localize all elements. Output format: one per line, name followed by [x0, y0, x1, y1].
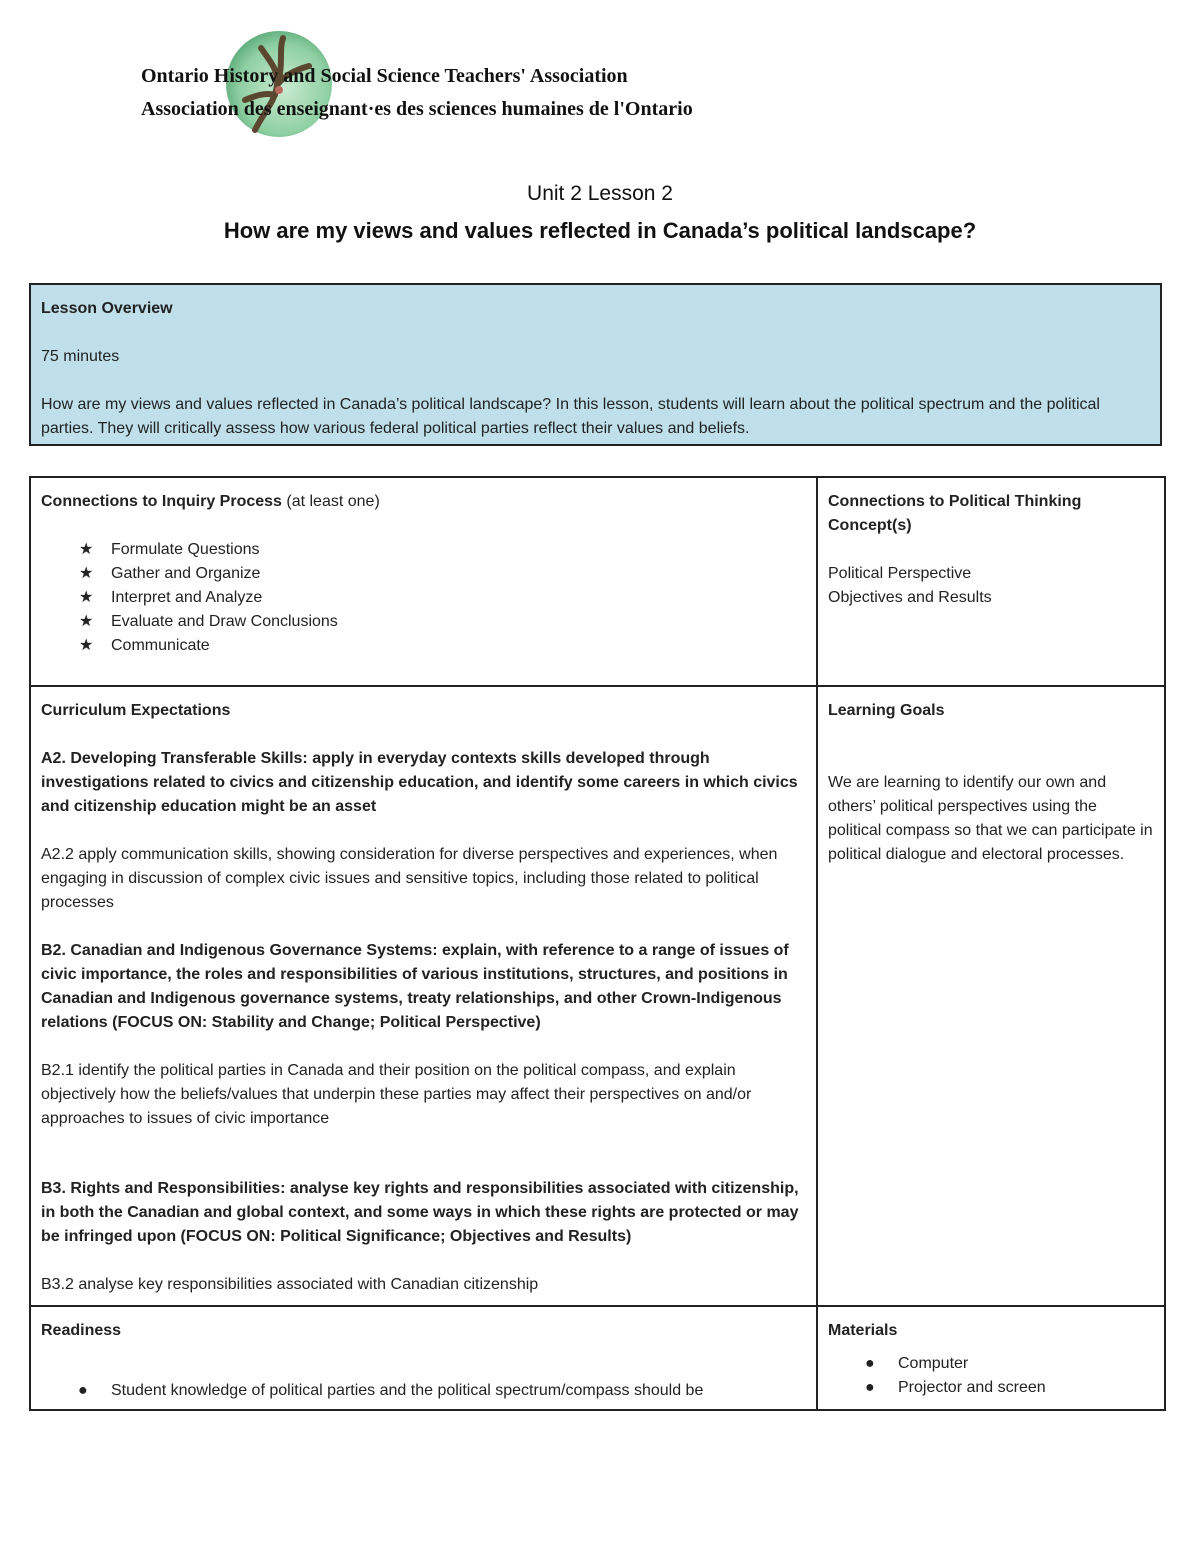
list-item: ● Projector and screen: [828, 1376, 1154, 1400]
inquiry-note: (at least one): [281, 493, 380, 510]
learning-goals-text: We are learning to identify our own and others’ political perspectives using the political compass so that we can participate in political dialogue and electoral processes.: [828, 774, 1153, 863]
expectation-a2-2: A2.2 apply communication skills, showing consideration for diverse perspectives and experiences, when engaging in discussion of complex civic issues and sensitive topics, including those related to political processes: [41, 846, 778, 911]
lesson-overview-text: How are my views and values reflected in Canada’s political landscape? In this lesson, students will learn about the political spectrum and the political parties. They will critically assess how various federal political parties reflect their values and beliefs.: [41, 396, 1100, 437]
organization-name-french: Association des enseignant·es des sciences humaines de l'Ontario: [141, 98, 693, 120]
organization-name-english: Ontario History and Social Science Teachers' Association: [141, 65, 628, 87]
unit-lesson-title: Unit 2 Lesson 2: [527, 182, 673, 205]
lesson-overview-heading: Lesson Overview: [41, 300, 173, 317]
learning-goals-heading: Learning Goals: [828, 702, 945, 719]
curriculum-expectations-cell: [31, 687, 816, 1305]
star-bullet-icon: ★: [79, 565, 94, 582]
political-thinking-cell: [818, 478, 1164, 685]
expectation-b2-1: B2.1 identify the political parties in Canada and their position on the political compass, and explain objectively how the beliefs/values that underpin these parties may affect their perspectives on and/or approaches to issues of civic importance: [41, 1062, 752, 1127]
dot-bullet-icon: ●: [78, 1382, 88, 1399]
expectation-b3: B3. Rights and Responsibilities: analyse key rights and responsibilities associated with citizenship, in both the Canadian and global context, and some ways in which these rights are protected or may be infringed upon (FOCUS ON: Political Significance; Objectives and Results): [41, 1180, 799, 1245]
political-thinking-item: Political Perspective: [828, 565, 972, 582]
inquiry-heading: Connections to Inquiry Process: [41, 493, 282, 510]
list-item: ★ Formulate Questions: [41, 538, 806, 562]
list-item: ★ Communicate: [41, 634, 806, 658]
inquiry-list: [41, 538, 806, 658]
political-thinking-heading: Connections to Political Thinking Concept(s): [828, 493, 1082, 534]
readiness-heading: Readiness: [41, 1322, 122, 1339]
expectation-a2: A2. Developing Transferable Skills: apply in everyday contexts skills developed through investigations related to civics and citizenship education, and identify some careers in which civics and citizenship education might be an asset: [41, 750, 798, 815]
star-bullet-icon: ★: [79, 589, 94, 606]
organization-name: [141, 60, 693, 126]
list-item: ★ Evaluate and Draw Conclusions: [41, 610, 806, 634]
list-item: ● Student knowledge of political parties and the political spectrum/compass should be: [41, 1379, 806, 1403]
expectation-b2: B2. Canadian and Indigenous Governance Systems: explain, with reference to a range of issues of civic importance, the roles and responsibilities of various institutions, structures, and positions in Canadian and Indigenous governance systems, treaty relationships, and other Crown-Indigenous relations (FOCUS ON: Stability and Change; Political Perspective): [41, 942, 789, 1031]
star-bullet-icon: ★: [79, 541, 94, 558]
political-thinking-item: Objectives and Results: [828, 589, 992, 606]
lesson-question-title: How are my views and values reflected in Canada’s political landscape?: [223, 218, 977, 243]
materials-list: [828, 1352, 1154, 1400]
inquiry-process-cell: [31, 478, 816, 685]
lesson-plan-table: [29, 476, 1166, 1411]
star-bullet-icon: ★: [79, 637, 94, 654]
lesson-duration: 75 minutes: [41, 348, 120, 365]
readiness-cell: [31, 1307, 816, 1409]
star-bullet-icon: ★: [79, 613, 94, 630]
dot-bullet-icon: ●: [865, 1355, 875, 1372]
dot-bullet-icon: ●: [865, 1379, 875, 1396]
list-item: ● Computer: [828, 1352, 1154, 1376]
readiness-list: [41, 1379, 806, 1403]
expectation-b3-2: B3.2 analyse key responsibilities associated with Canadian citizenship: [41, 1276, 539, 1293]
materials-cell: [818, 1307, 1164, 1409]
materials-heading: Materials: [828, 1322, 898, 1339]
learning-goals-cell: [818, 687, 1164, 1305]
curriculum-heading: Curriculum Expectations: [41, 702, 231, 719]
list-item: ★ Gather and Organize: [41, 562, 806, 586]
list-item: ★ Interpret and Analyze: [41, 586, 806, 610]
lesson-overview-box: [29, 283, 1162, 446]
